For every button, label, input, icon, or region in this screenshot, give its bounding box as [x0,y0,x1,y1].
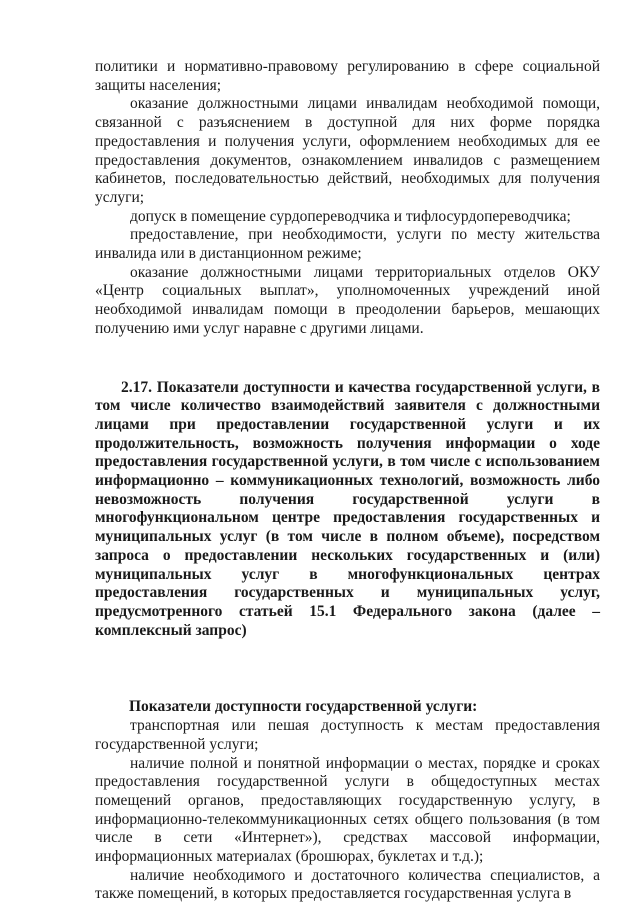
section-2-17-heading: 2.17. Показатели доступности и качества государственной услуги, в том числе количество взаимодействий заявителя с должностными лицами при предоставлении государственной услуги и их продолжительность, возможность получения информации о ходе предоставления государственной услуги, в том числе с использованием информационно – коммуникационных технологий, возможность либо невозможность получения государственной услуги в многофункциональном центре предоставления государственных и муниципальных услуг (в том числе в полном объеме), посредством запроса о предоставлении нескольких государственных и (или) муниципальных услуг в многофункциональных центрах предоставления государственных и муниципальных услуг, предусмотренного статьей 15.1 Федерального закона (далее – комплексный запрос) [95,378,600,639]
intro-paragraph-2: оказание должностными лицами инвалидам необходимой помощи, связанной с разъяснением в доступной для них форме порядка предоставления и получения услуги, оформлением необходимых для ее предоставления документов, ознакомлением инвалидов с размещением кабинетов, последовательностью действий, необходимых для получения услуги; [95,95,600,206]
intro-paragraph-4: предоставление, при необходимости, услуги по месту жительства инвалида или в дистанционном режиме; [95,226,600,263]
accessibility-item-3: наличие необходимого и достаточного количества специалистов, а также помещений, в которых предоставляется государственная услуга в [95,866,600,903]
document-body [95,58,600,904]
intro-paragraph-3: допуск в помещение сурдопереводчика и тифлосурдопереводчика; [130,207,571,225]
intro-paragraph-5: оказание должностными лицами территориальных отделов ОКУ «Центр социальных выплат», уполномоченных учреждений иной необходимой инвалидам помощи в преодолении барьеров, мешающих получению ими услуг наравне с другими лицами. [95,263,600,337]
accessibility-heading: Показатели доступности государственной услуги: [129,698,478,716]
intro-paragraph-1: политики и нормативно-правовому регулированию в сфере социальной защиты населения; [95,58,600,94]
accessibility-item-1: транспортная или пешая доступность к местам предоставления государственной услуги; [95,717,600,753]
accessibility-item-2: наличие полной и понятной информации о местах, порядке и сроках предоставления государственной услуги в общедоступных местах помещений органов, предоставляющих государственную услугу, в информационно-телекоммуникационных сетях общего пользования (в том числе в сети «Интернет»), средствах массовой информации, информационных материалах (брошюрах, буклетах и т.д.); [95,754,600,866]
accessibility-list [95,717,600,904]
